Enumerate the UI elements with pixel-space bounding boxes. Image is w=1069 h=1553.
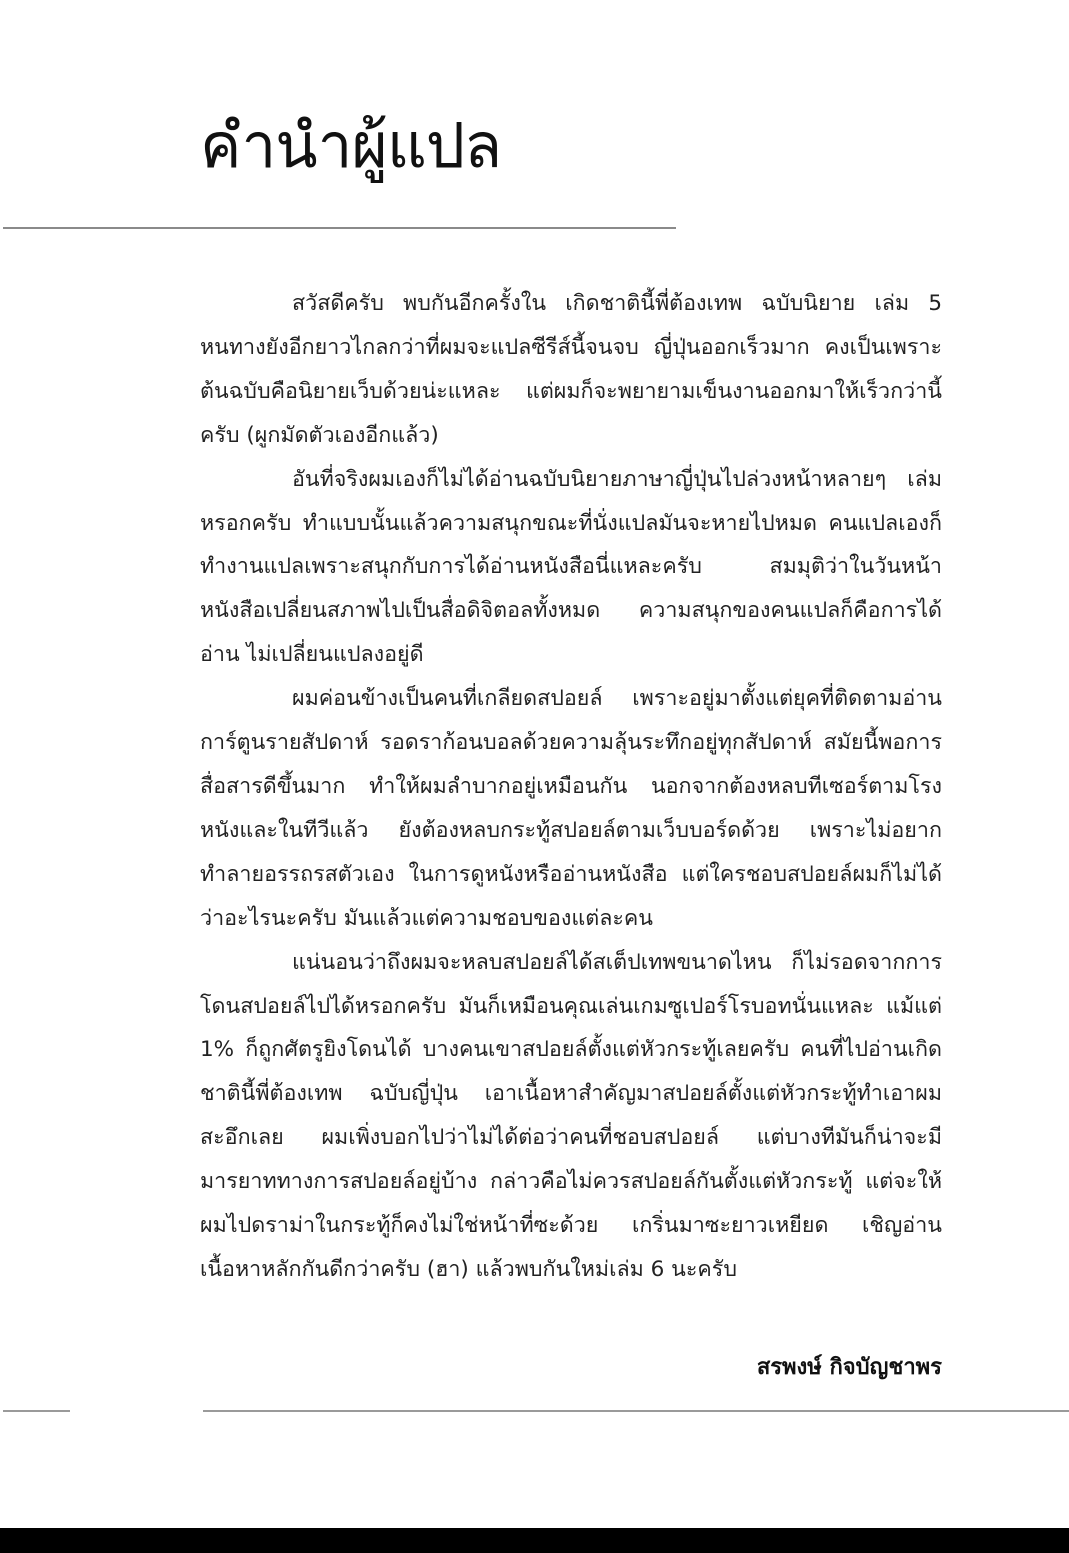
preface-body	[200, 282, 942, 1292]
paragraph-4: แน่นอนว่าถึงผมจะหลบสปอยล์ได้สเต็ปเทพขนาดไหน ก็ไม่รอดจากการโดนสปอยล์ไปได้หรอกครับ มันก็เหมือนคุณเล่นเกมซูเปอร์โรบอทนั่นแหละ แม้แต่ 1% ก็ถูกศัตรูยิงโดนได้ บางคนเขาสปอยล์ตั้งแต่หัวกระทู้เลยครับ คนที่ไปอ่านเกิดชาตินี้พี่ต้องเทพ ฉบับญี่ปุ่น เอาเนื้อหาสำคัญมาสปอยล์ตั้งแต่หัวกระทู้ทำเอาผมสะอึกเลย ผมเพิ่งบอกไปว่าไม่ได้ต่อว่าคนที่ชอบสปอยล์ แต่บางทีมันก็น่าจะมีมารยาททางการสปอยล์อยู่บ้าง กล่าวคือไม่ควรสปอยล์กันตั้งแต่หัวกระทู้ แต่จะให้ผมไปดราม่าในกระทู้ก็คงไม่ใช่หน้าที่ซะด้วย เกริ่นมาซะยาวเหยียด เชิญอ่านเนื้อหาหลักกันดีกว่าครับ (ฮา) แล้วพบกันใหม่เล่ม 6 นะครับ	[200, 949, 942, 1282]
footer-divider-right	[203, 1410, 1069, 1412]
translator-signature: สรพงษ์ กิจบัญชาพร	[756, 1355, 942, 1380]
footer-divider-left	[3, 1410, 70, 1412]
paragraph-3: ผมค่อนข้างเป็นคนที่เกลียดสปอยล์ เพราะอยู่มาตั้งแต่ยุคที่ติดตามอ่านการ์ตูนรายสัปดาห์ รอดราก้อนบอลด้วยความลุ้นระทึกอยู่ทุกสัปดาห์ สมัยนี้พอการสื่อสารดีขึ้นมาก ทำให้ผมลำบากอยู่เหมือนกัน นอกจากต้องหลบทีเซอร์ตามโรงหนังและในทีวีแล้ว ยังต้องหลบกระทู้สปอยล์ตามเว็บบอร์ดด้วย เพราะไม่อยากทำลายอรรถรสตัวเอง ในการดูหนังหรืออ่านหนังสือ แต่ใครชอบสปอยล์ผมก็ไม่ได้ว่าอะไรนะครับ มันแล้วแต่ความชอบของแต่ละคน	[200, 686, 942, 931]
page-title: คำนำผู้แปล	[200, 109, 502, 182]
paragraph-1: สวัสดีครับ พบกันอีกครั้งใน เกิดชาตินี้พี่ต้องเทพ ฉบับนิยาย เล่ม 5 หนทางยังอีกยาวไกลกว่าที่ผมจะแปลซีรีส์นี้จนจบ ญี่ปุ่นออกเร็วมาก คงเป็นเพราะต้นฉบับคือนิยายเว็บด้วยน่ะแหละ แต่ผมก็จะพยายามเข็นงานออกมาให้เร็วกว่านี้ครับ (ผูกมัดตัวเองอีกแล้ว)	[200, 291, 942, 448]
paragraph-2: อันที่จริงผมเองก็ไม่ได้อ่านฉบับนิยายภาษาญี่ปุ่นไปล่วงหน้าหลายๆ เล่มหรอกครับ ทำแบบนั้นแล้วความสนุกขณะที่นั่งแปลมันจะหายไปหมด คนแปลเองก็ทำงานแปลเพราะสนุกกับการได้อ่านหนังสือนี่แหละครับ สมมุติว่าในวันหน้าหนังสือเปลี่ยนสภาพไปเป็นสื่อดิจิตอลทั้งหมด ความสนุกของคนแปลก็คือการได้อ่าน ไม่เปลี่ยนแปลงอยู่ดี	[200, 466, 942, 668]
title-divider	[3, 227, 676, 229]
bottom-black-bar	[0, 1528, 1069, 1553]
